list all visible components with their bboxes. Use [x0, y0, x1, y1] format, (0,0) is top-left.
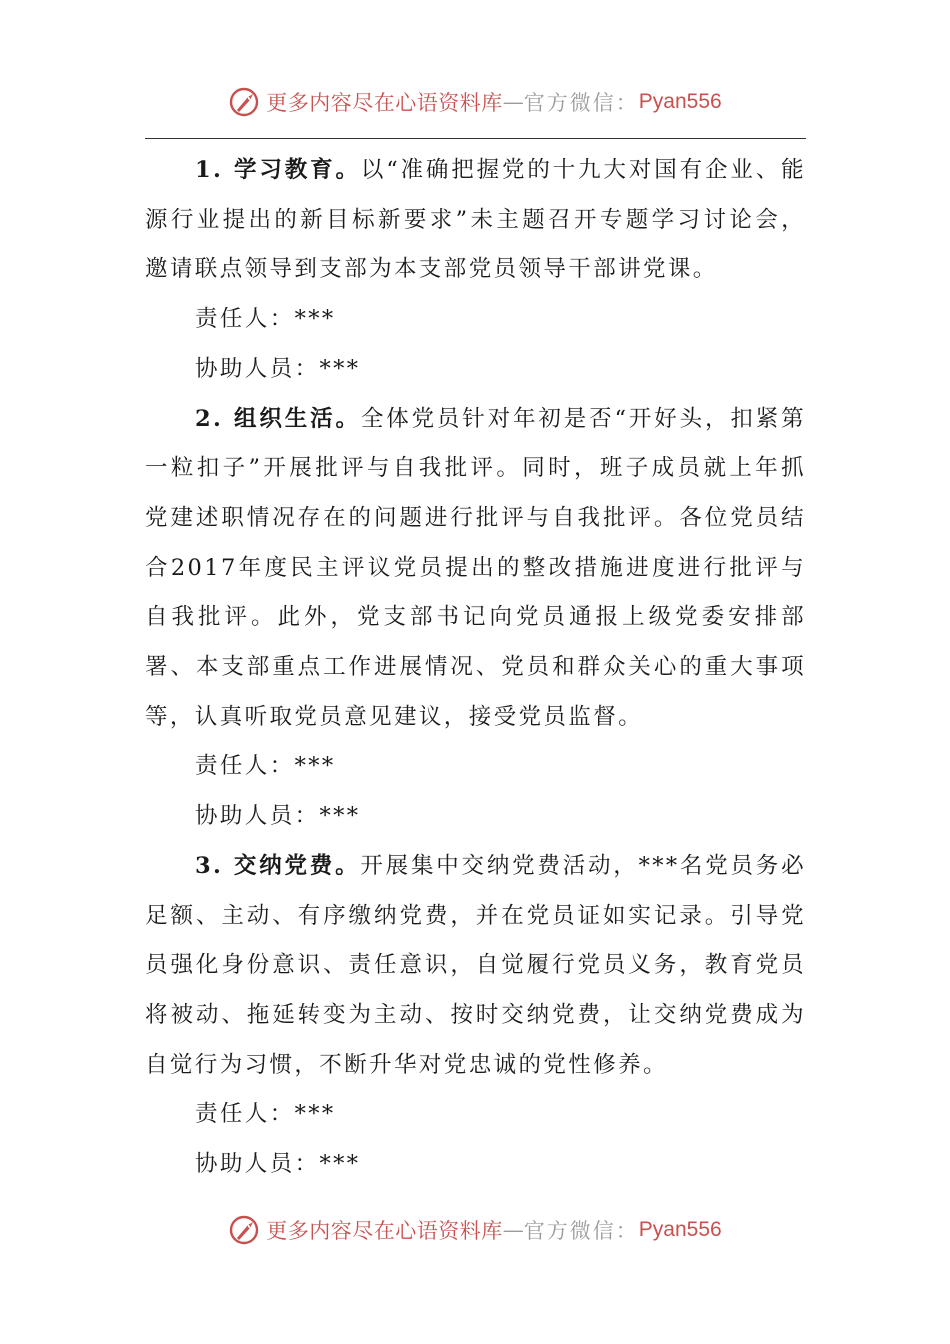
section-1-body: 以“准确把握党的十九大对国有企业、能源行业提出的新目标新要求”未主题召开专题学习讨论会，邀请联点领导到支部为本支部党员领导干部讲党课。 [145, 157, 806, 283]
pen-nib-circle-icon [228, 1213, 262, 1247]
section-3-assistants: 协助人员：*** [195, 1151, 361, 1178]
watermark-separator: — [502, 90, 524, 114]
section-3-responsible: 责任人：*** [195, 1101, 336, 1128]
watermark-wechat-label: 官方微信： [523, 1219, 639, 1243]
section-1-heading: 1. 学习教育。 [195, 157, 361, 183]
section-1-responsible: 责任人：*** [195, 306, 336, 333]
section-2-responsible: 责任人：*** [195, 753, 336, 780]
section-3-paragraph [145, 842, 806, 1091]
watermark-wechat-id: Pyan556 [638, 1218, 722, 1241]
watermark-separator: — [502, 1218, 524, 1242]
section-1-assistants: 协助人员：*** [195, 355, 361, 382]
watermark-wechat-label: 官方微信： [523, 91, 639, 115]
section-2-paragraph [145, 395, 806, 743]
watermark-brand: 更多内容尽在心语资料库 [266, 91, 503, 115]
pen-nib-circle-icon [228, 85, 262, 119]
watermark-wechat-id: Pyan556 [638, 90, 722, 113]
section-3-body: 开展集中交纳党费活动，***名党员务必足额、主动、有序缴纳党费，并在党员证如实记录。引导党员强化身份意识、责任意识，自觉履行党员义务，教育党员将被动、拖延转变为主动、按时交纳党费，让交纳党费成为自觉行为习惯，不断升华对党忠诚的党性修养。 [145, 852, 806, 1078]
watermark-brand: 更多内容尽在心语资料库 [266, 1219, 503, 1243]
header-divider [145, 138, 806, 139]
document-body [145, 146, 806, 1190]
section-2-heading: 2. 组织生活。 [195, 405, 361, 432]
section-2-body: 全体党员针对年初是否“开好头，扣紧第一粒扣子”开展批评与自我批评。同时，班子成员就上年抓党建述职情况存在的问题进行批评与自我批评。各位党员结合2017年度民主评议党员提出的整改措施进度进行批评与自我批评。此外，党支部书记向党员通报上级党委安排部署、本支部重点工作进展情况、党员和群众关心的重大事项等，认真听取党员意见建议，接受党员监督。 [145, 405, 806, 730]
section-3-heading: 3. 交纳党费。 [195, 852, 361, 879]
footer-watermark [0, 1210, 950, 1250]
section-1-paragraph [145, 146, 806, 295]
section-2-assistants: 协助人员：*** [195, 803, 361, 830]
header-watermark [0, 82, 950, 122]
